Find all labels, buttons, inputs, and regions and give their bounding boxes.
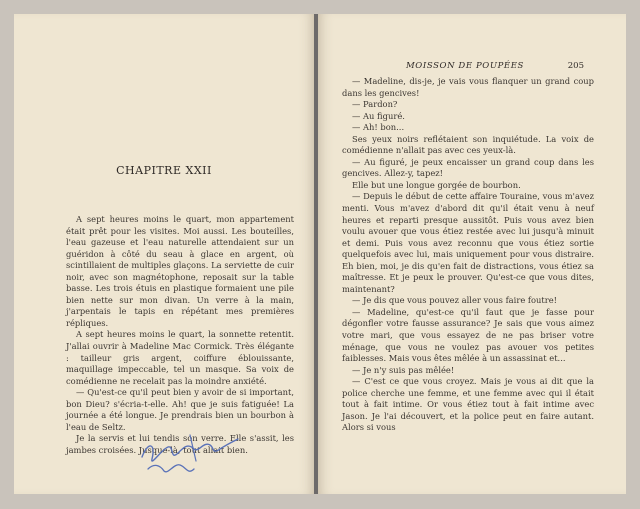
paragraph: — Madeline, dis-je, je vais vous flanquer un grand coup dans les gencives! — [342, 76, 594, 98]
right-page-text — [342, 76, 594, 434]
paragraph: — Au figuré, je peux encaisser un grand coup dans les gencives. Allez-y, tapez! — [342, 156, 594, 179]
paragraph: Ses yeux noirs reflétaient son inquiétude. La voix de comédienne n'allait pas avec ces yeux-là. — [342, 133, 594, 156]
running-head: MOISSON DE POUPÉES — [406, 61, 524, 71]
right-page — [318, 14, 626, 494]
paragraph: — Qu'est-ce qu'il peut bien y avoir de si important, bon Dieu? s'écria-t-elle. Ah! que je suis fatiguée! La journée a été longue. Je prendrais bien un bourbon à l'eau de Seltz. — [66, 387, 294, 432]
book-spread — [14, 14, 626, 494]
left-page — [14, 14, 314, 494]
page-number: 205 — [567, 61, 584, 71]
paragraph: Elle but une longue gorgée de bourbon. — [352, 179, 521, 190]
paragraph: A sept heures moins le quart, la sonnette retentit. J'allai ouvrir à Madeline Mac Cormick. Très élégante : tailleur gris argent, coiffure éblouissante, maquillage impeccable, tel un masque. Sa voix de comédienne ne recelait pas la moindre anxiété. — [66, 329, 294, 386]
paragraph: — Au figuré. — [352, 110, 405, 121]
paragraph: — Je n'y suis pas mêlée! — [352, 364, 455, 375]
paragraph: Je la servis et lui tendis son verre. Elle s'assit, les jambes croisées. Jusque-là, tout allait bien. — [66, 433, 294, 455]
chapter-title: CHAPITRE XXII — [116, 164, 212, 177]
paragraph: — Ah! bon... — [352, 122, 405, 133]
paragraph: — Je dis que vous pouvez aller vous faire foutre! — [352, 295, 558, 306]
paragraph: — Pardon? — [352, 99, 398, 110]
paragraph: A sept heures moins le quart, mon appartement était prêt pour les visites. Moi aussi. Les bouteilles, l'eau gazeuse et l'eau naturelle attendaient sur un guéridon à côté du seau à glace en argent, où scintillaient de multiples glaçons. La serviette de cuir noir, avec son magnétophone, reposait sur la table basse. Les trois étuis en plastique formaient une pile bien nette sur mon divan. Un verre à la main, j'arpentais le tapis en répétant mes premières répliques. — [66, 214, 294, 328]
handwritten-signature — [134, 419, 244, 479]
paragraph: — Depuis le début de cette affaire Touraine, vous m'avez menti. Vous m'avez d'abord dit qu'il était venu à neuf heures et reparti presque aussitôt. Puis vous avez bien voulu avouer que vous étiez restée avec lui jusqu'à minuit et demi. Puis vous avez reconnu que vous étiez sortie quelquefois avec lui, mais uniquement pour vous distraire. Eh bien, moi, je dis qu'en fait de distractions, vous étiez sa maîtresse. Et je peux le prouver. Qu'est-ce que vous dites, maintenant? — [342, 191, 594, 294]
paragraph: — Madeline, qu'est-ce qu'il faut que je fasse pour dégonfler votre fausse assurance? Je sais que vous aimez votre mari, que vous essayez de ne pas briser votre ménage, que vous ne voulez pas avouer vos petites faiblesses. Mais vous êtes mêlée à un assassinat et... — [342, 306, 594, 364]
paragraph: — C'est ce que vous croyez. Mais je vous ai dit que la police cherche une femme, et une femme avec qui il était tout à fait intime. Or vous étiez tout à fait intime avec Jason. Je l'ai découvert, et la police peut en faire autant. Alors si vous — [342, 376, 594, 433]
